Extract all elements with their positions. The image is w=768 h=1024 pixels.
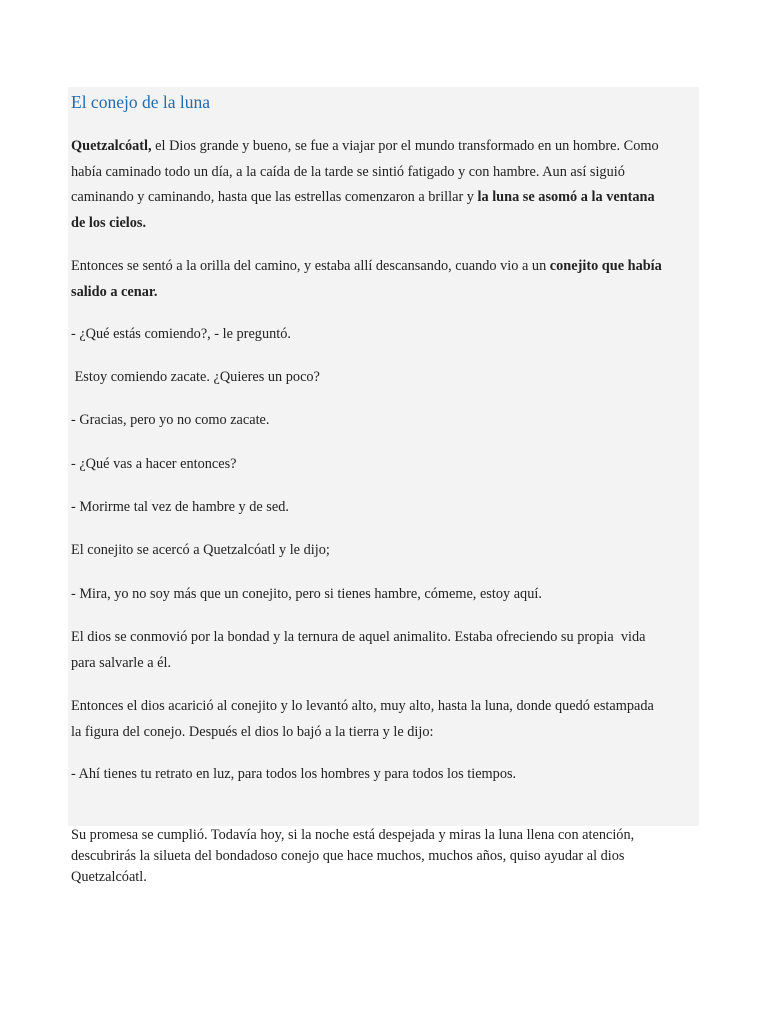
closing-line-3: Quetzalcóatl. xyxy=(71,869,147,885)
paragraph-11-line-1: Entonces el dios acarició al conejito y lo levantó alto, muy alto, hasta la luna, donde quedó estampada xyxy=(71,698,654,714)
closing-line-2: descubrirás la silueta del bondadoso conejo que hace muchos, muchos años, quiso ayudar al dios xyxy=(71,848,625,864)
paragraph-1-line-3-bold: la luna se asomó a la ventana xyxy=(477,189,655,205)
paragraph-1-line-3-text: caminando y caminando, hasta que las estrellas comenzaron a brillar y xyxy=(71,189,478,205)
story-title: El conejo de la luna xyxy=(71,92,210,112)
paragraph-5: - Gracias, pero yo no como zacate. xyxy=(71,412,270,428)
paragraph-10-line-2: para salvarle a él. xyxy=(71,654,172,671)
paragraph-9: - Mira, yo no soy más que un conejito, pero si tienes hambre, cómeme, estoy aquí. xyxy=(71,586,542,602)
bold-lead: Quetzalcóatl, xyxy=(71,138,152,154)
paragraph-1-line-2: había caminado todo un día, a la caída de la tarde se sintió fatigado y con hambre. Aun así siguió xyxy=(71,163,625,180)
paragraph-3: - ¿Qué estás comiendo?, - le preguntó. xyxy=(71,326,291,342)
paragraph-1-line-1 xyxy=(71,134,695,160)
paragraph-8: El conejito se acercó a Quetzalcóatl y le dijo; xyxy=(71,542,330,558)
paragraph-2-line-1 xyxy=(71,254,695,280)
paragraph-10 xyxy=(71,625,695,676)
paragraph-1 xyxy=(71,134,695,236)
paragraph-6: - ¿Qué vas a hacer entonces? xyxy=(71,456,237,472)
paragraph-7: - Morirme tal vez de hambre y de sed. xyxy=(71,499,289,515)
paragraph-1-line-4 xyxy=(71,211,695,237)
closing-paragraph xyxy=(71,825,711,888)
paragraph-4: Estoy comiendo zacate. ¿Quieres un poco? xyxy=(71,369,320,385)
paragraph-2-line-2-bold: salido a cenar. xyxy=(71,283,158,300)
paragraph-1-line-1-text: el Dios grande y bueno, se fue a viajar por el mundo transformado en un hombre. Como xyxy=(151,138,659,154)
paragraph-2-line-1-bold: conejito que había xyxy=(549,258,662,274)
paragraph-1-line-3 xyxy=(71,185,695,211)
paragraph-11 xyxy=(71,694,695,745)
paragraph-1-line-4-bold: de los cielos. xyxy=(71,214,147,231)
paragraph-12: - Ahí tienes tu retrato en luz, para todos los hombres y para todos los tiempos. xyxy=(71,766,517,782)
paragraph-10-line-1: El dios se conmovió por la bondad y la ternura de aquel animalito. Estaba ofreciendo su propia vida xyxy=(71,629,646,645)
paragraph-2-line-1-text: Entonces se sentó a la orilla del camino, y estaba allí descansando, cuando vio a un xyxy=(71,258,550,274)
paragraph-2-line-2 xyxy=(71,280,695,306)
paragraph-2 xyxy=(71,254,695,305)
paragraph-11-line-2: la figura del conejo. Después el dios lo bajó a la tierra y le dijo: xyxy=(71,723,434,740)
closing-line-1: Su promesa se cumplió. Todavía hoy, si la noche está despejada y miras la luna llena con atención, xyxy=(71,827,635,843)
